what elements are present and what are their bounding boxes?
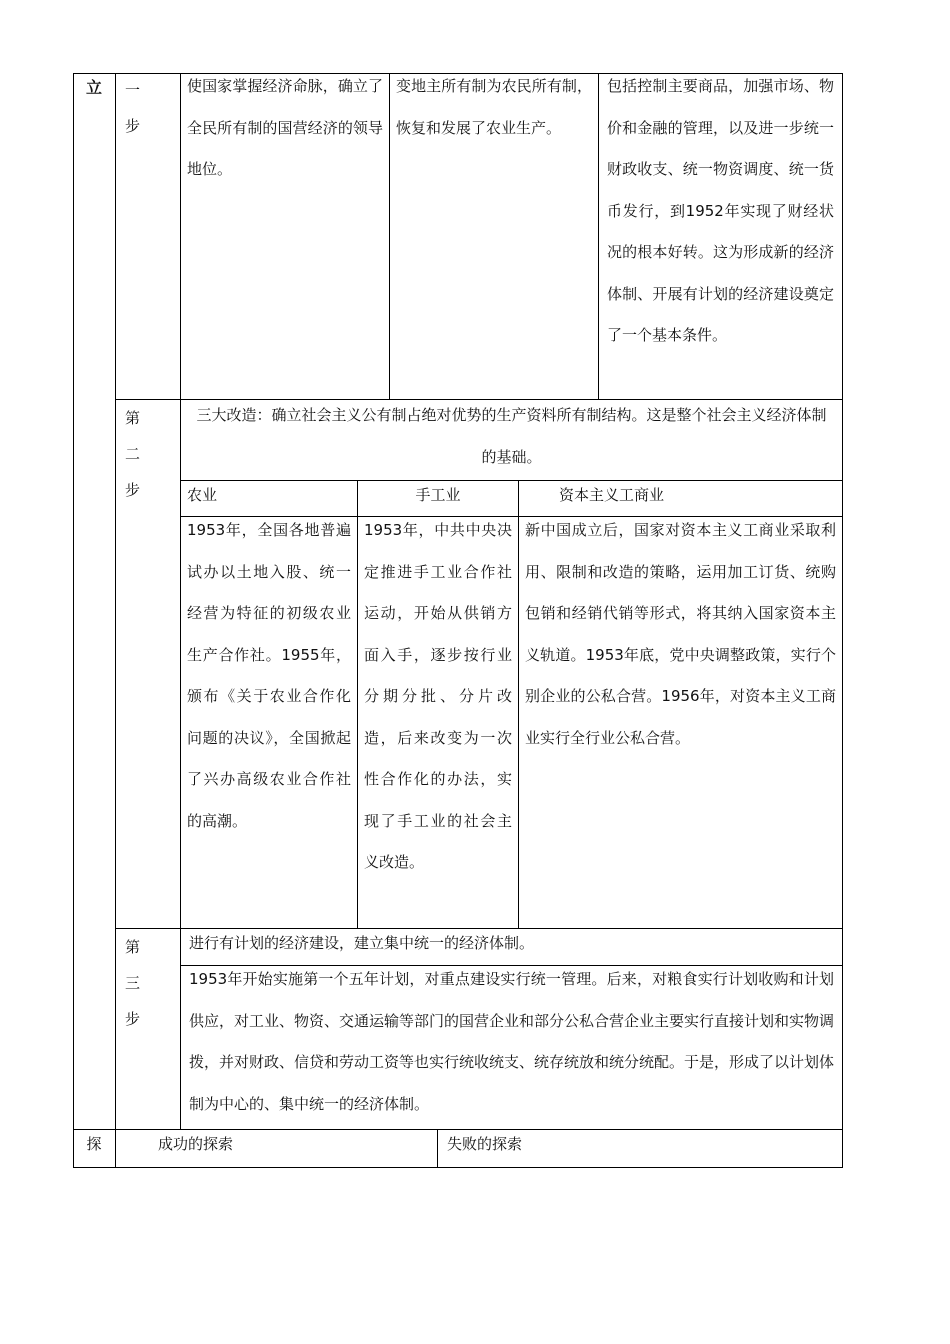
capitalist-industry-text: 新中国成立后，国家对资本主义工商业采取利用、限制和改造的策略，运用加工订货、统购包销和经销代销等形式，将其纳入国家资本主义轨道。1953年底，党中央调整政策，实行个别企业的公私合营。1956年，对资本主义工商业实行全行业公私合营。 (525, 521, 836, 747)
explore-success: 成功的探索 (158, 1135, 234, 1153)
table-border-right (842, 73, 843, 1167)
step3-title: 进行有计划的经济建设，建立集中统一的经济体制。 (189, 934, 535, 952)
table-border-bottom (73, 1167, 843, 1168)
explore-failure: 失败的探索 (447, 1135, 523, 1153)
step1-cell-c: 包括控制主要商品，加强市场、物价和金融的管理，以及进一步统一财政收支、统一物资调度、统一货币发行，到1952年实现了财经状况的根本好转。这为形成新的经济体制、开展有计划的经济建设奠定了一个基本条件。 (607, 77, 834, 344)
agriculture-text: 1953年，全国各地普遍试办以土地入股、统一经营为特征的初级农业生产合作社。1955年，颁布《关于农业合作化问题的决议》，全国掀起了兴办高级农业合作社的高潮。 (187, 521, 351, 830)
handicraft-text: 1953年，中共中央决定推进手工业合作社运动，开始从供销方面入手，逐步按行业分期分批、分片改造，后来改变为一次性合作化的办法，实现了手工业的社会主义改造。 (364, 521, 512, 871)
step1-cell-b: 变地主所有制为农民所有制，恢复和发展了农业生产。 (396, 77, 592, 137)
step3-body: 1953年开始实施第一个五年计划，对重点建设实行统一管理。后来，对粮食实行计划收购和计划供应，对工业、物资、交通运输等部门的国营企业和部分公私合营企业主要实行直接计划和实物调拨，并对财政、信贷和劳动工资等也实行统收统支、统存统放和统分统配。于是，形成了以计划体制为中心的、集中统一的经济体制。 (189, 970, 835, 1113)
header-handicraft: 手工业 (415, 486, 461, 504)
table-border-left (73, 73, 74, 1167)
step1-cell-a: 使国家掌握经济命脉，确立了全民所有制的国营经济的领导地位。 (187, 77, 383, 178)
step3-label: 第三步 (125, 938, 141, 1028)
step1-label: 一步 (125, 81, 141, 135)
step2-intro: 三大改造：确立社会主义公有制占绝对优势的生产资料所有制结构。这是整个社会主义经济体制的基础。 (196, 406, 827, 466)
section-label-li: 立 (85, 78, 102, 97)
step2-label: 第二步 (125, 409, 141, 499)
header-capitalist-industry: 资本主义工商业 (559, 486, 665, 504)
header-agriculture: 农业 (187, 486, 218, 504)
section-label-explore: 探 (86, 1135, 102, 1153)
